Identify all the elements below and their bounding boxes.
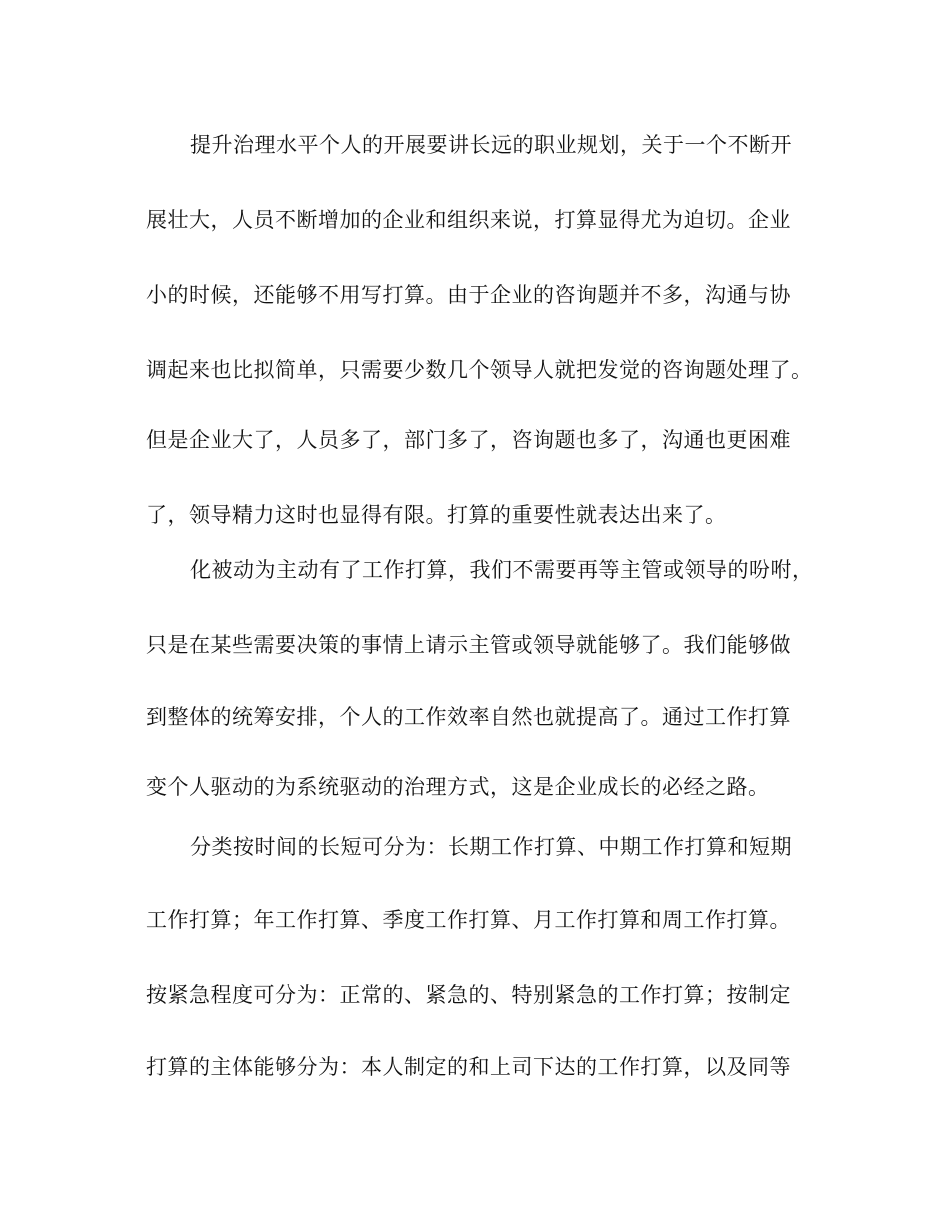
paragraph-1-line-3: 小的时候，还能够不用写打算。由于企业的咨询题并不多，沟通与协 <box>146 283 791 307</box>
paragraph-1-line-5: 但是企业大了，人员多了，部门多了，咨询题也多了，沟通也更困难 <box>146 428 791 452</box>
paragraph-1-line-2: 展壮大，人员不断增加的企业和组织来说，打算显得尤为迫切。企业 <box>146 208 791 232</box>
paragraph-1-line-4: 调起来也比拟简单，只需要少数几个领导人就把发觉的咨询题处理了。 <box>146 358 813 382</box>
paragraph-1-line-6: 了，领导精力这时也显得有限。打算的重要性就表达出来了。 <box>146 503 727 527</box>
paragraph-3-line-1: 分类按时间的长短可分为：长期工作打算、中期工作打算和短期 <box>190 835 792 859</box>
paragraph-1-line-1: 提升治理水平个人的开展要讲长远的职业规划，关于一个不断开 <box>190 133 792 157</box>
paragraph-3-line-2: 工作打算；年工作打算、季度工作打算、月工作打算和周工作打算。 <box>146 908 791 932</box>
paragraph-2-line-2: 只是在某些需要决策的事情上请示主管或领导就能够了。我们能够做 <box>146 633 791 657</box>
paragraph-2-line-3: 到整体的统筹安排，个人的工作效率自然也就提高了。通过工作打算 <box>146 705 791 729</box>
paragraph-3-line-4: 打算的主体能够分为：本人制定的和上司下达的工作打算，以及同等 <box>146 1055 791 1079</box>
paragraph-2-line-1: 化被动为主动有了工作打算，我们不需要再等主管或领导的吩咐， <box>190 558 814 582</box>
paragraph-3-line-3: 按紧急程度可分为：正常的、紧急的、特别紧急的工作打算；按制定 <box>146 983 791 1007</box>
paragraph-2-line-4: 变个人驱动的为系统驱动的治理方式，这是企业成长的必经之路。 <box>146 775 770 799</box>
